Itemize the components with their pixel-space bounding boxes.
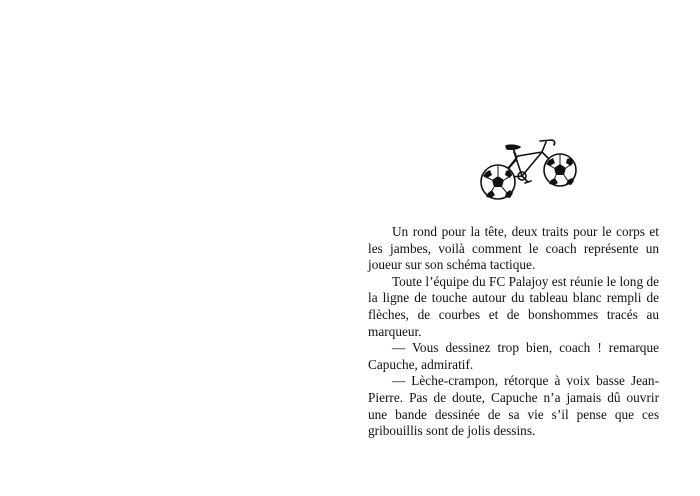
paragraph: Toute l’équipe du FC Palajoy est réunie le long de la ligne de touche autour du tableau blanc rempli de flèches, de courbes et de bonshommes tracés au marqueur. [368, 273, 659, 339]
paragraph: Un rond pour la tête, deux traits pour le corps et les jambes, voilà comment le coach représente un joueur sur son schéma tactique. [368, 224, 659, 273]
rear-wheel-ball [481, 165, 515, 199]
bicycle-with-soccer-ball-wheels-icon [476, 132, 580, 202]
dialogue-paragraph: — Lèche-crampon, rétorque à voix basse Jean-Pierre. Pas de doute, Capuche n’a jamais dû ouvrir une bande dessinée de sa vie s’il pense que ces gribouillis sont de jolis dessins. [368, 373, 659, 439]
dialogue-paragraph: — Vous dessinez trop bien, coach ! remarque Capuche, admiratif. [368, 340, 659, 372]
story-text [368, 224, 659, 440]
front-wheel-ball [544, 154, 576, 186]
